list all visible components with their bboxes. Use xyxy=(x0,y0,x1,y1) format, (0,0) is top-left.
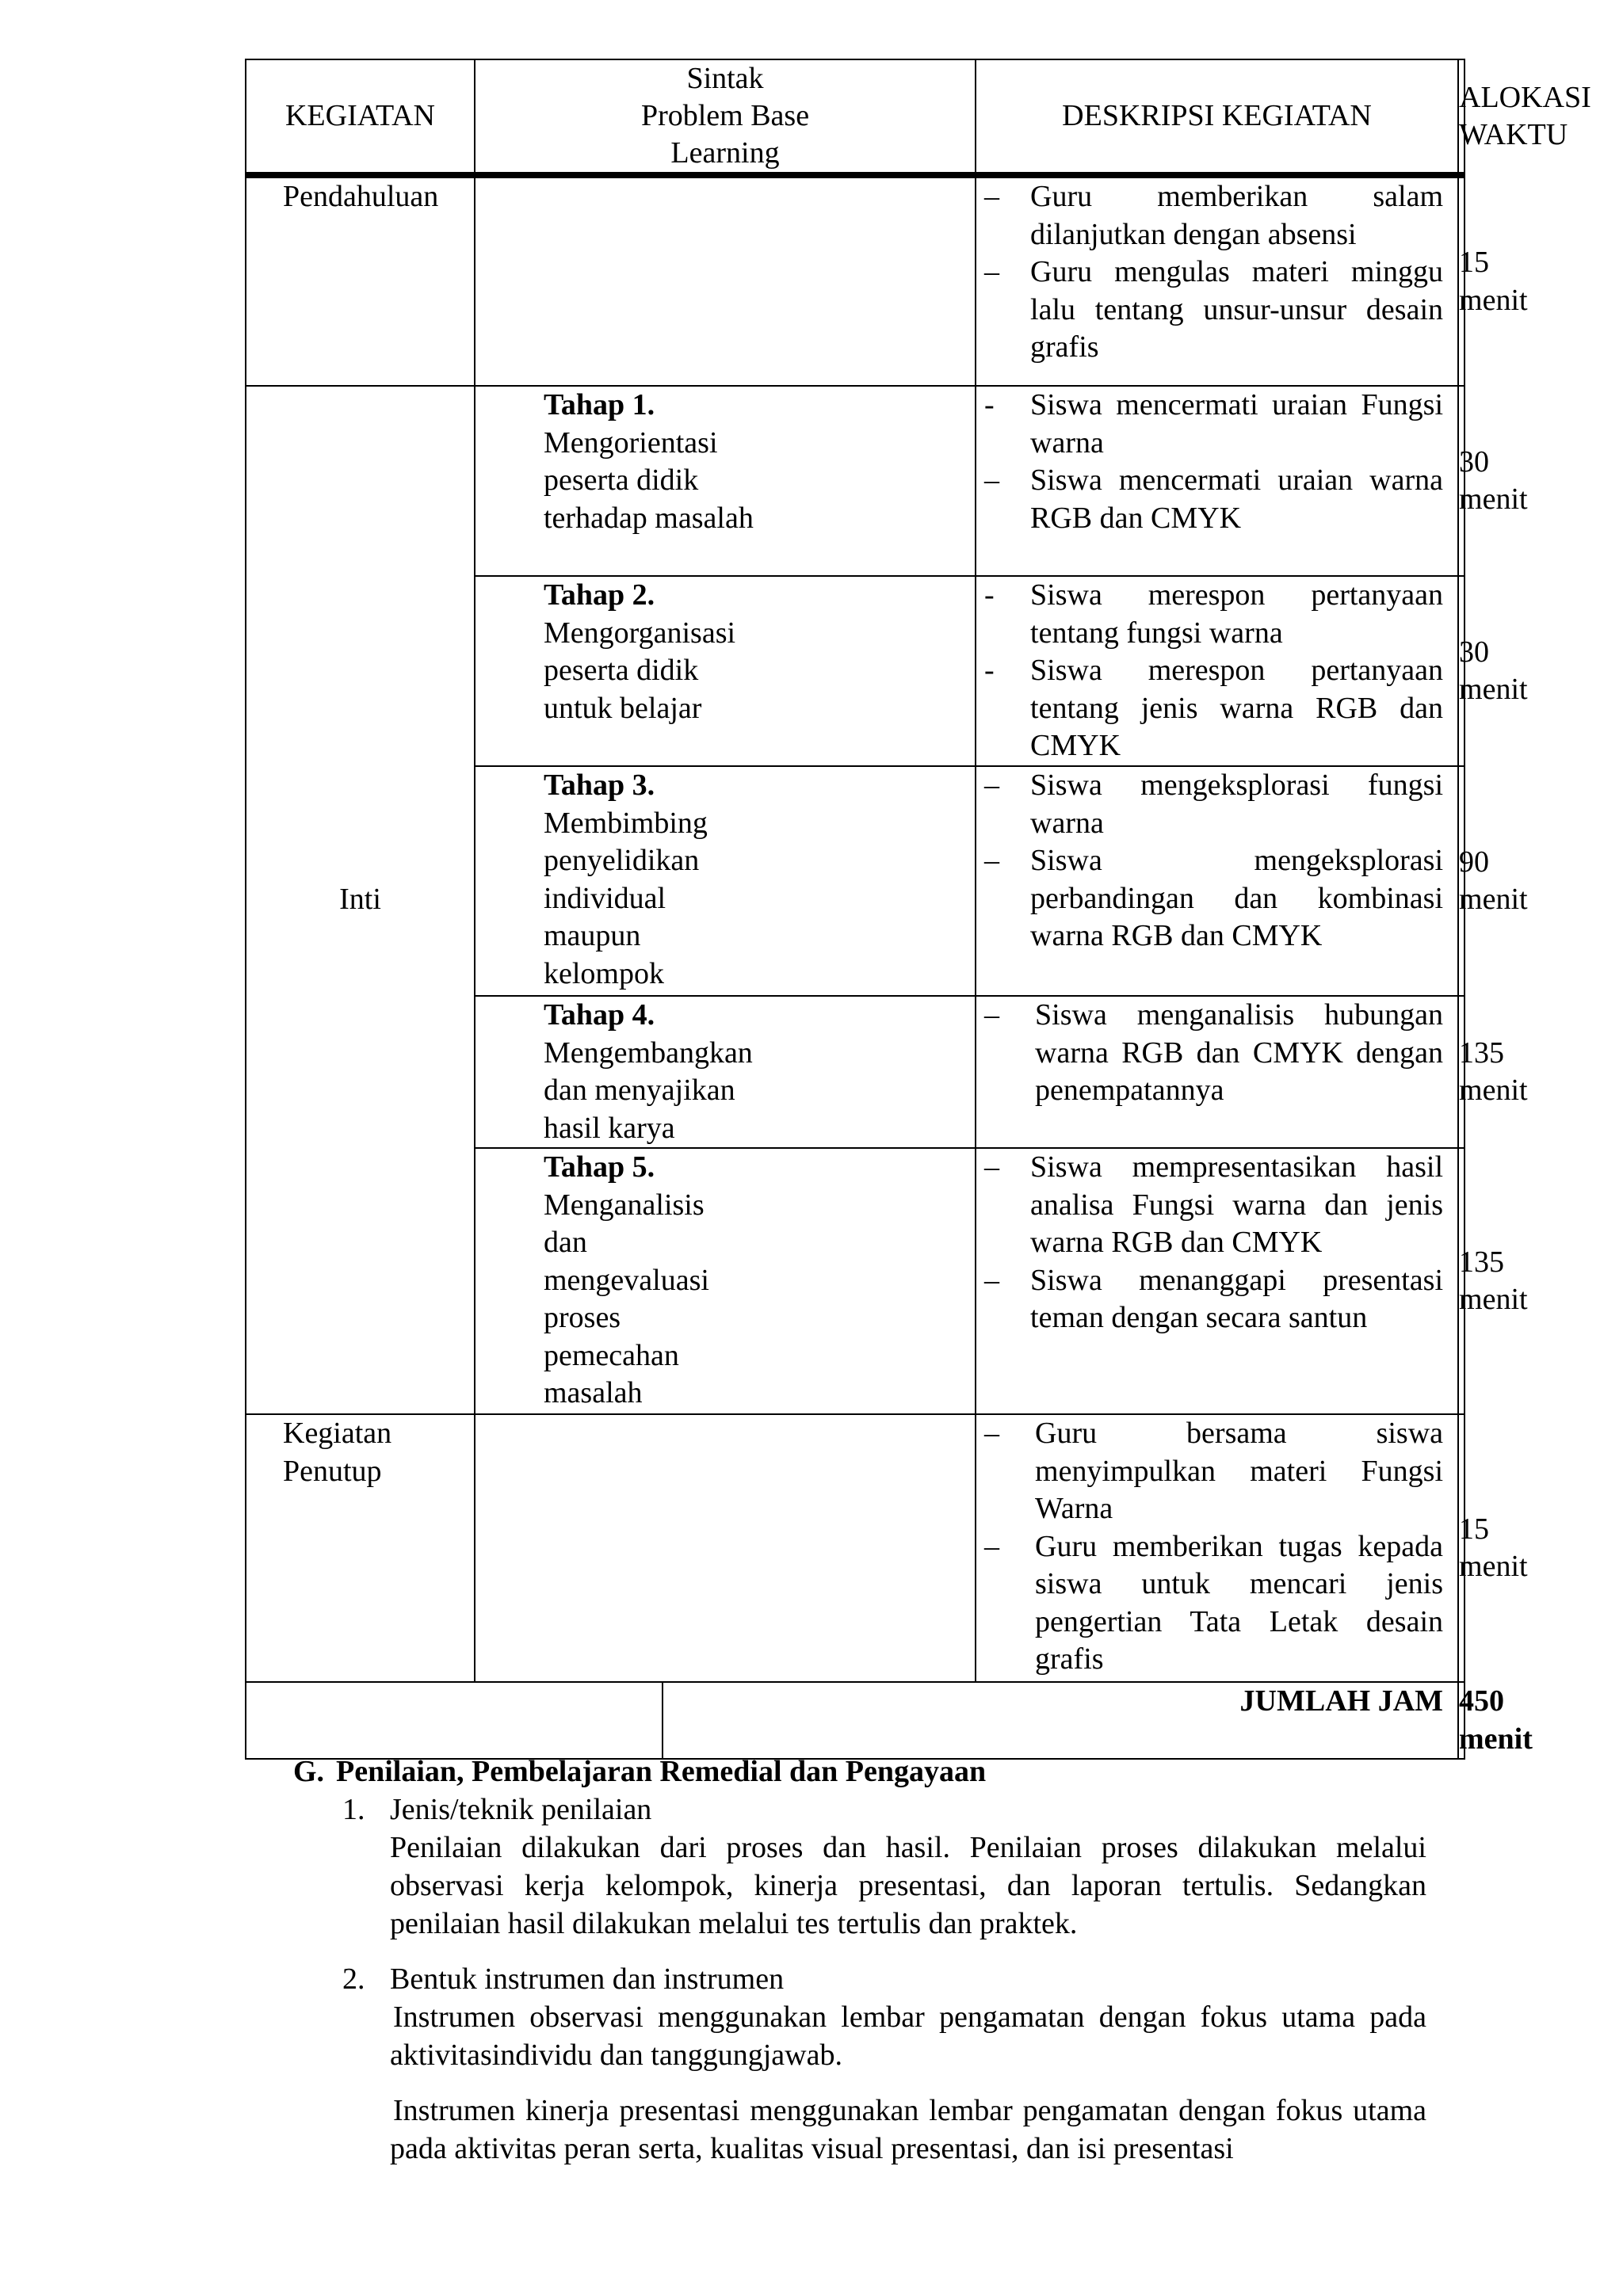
list-item: - Siswa merespon pertanyaan tentang jenis warna RGB dan CMYK xyxy=(984,654,1444,762)
deskripsi-tahap-2 xyxy=(976,576,1458,766)
list-item: – Guru mengulas materi minggu lalu tentang unsur-unsur desain grafis xyxy=(984,255,1444,364)
list-item: - Siswa mencermati uraian Fungsi warna xyxy=(984,388,1444,460)
list-item: – Guru bersama siswa menyimpulkan materi Fungsi Warna xyxy=(984,1417,1444,1525)
list-item: - Siswa merespon pertanyaan tentang fungsi warna xyxy=(984,578,1444,650)
jumlah-empty xyxy=(246,1682,663,1759)
table-row-tahap-1 xyxy=(246,386,1465,576)
paragraph: Instrumen observasi menggunakan lembar pengamatan dengan fokus utama pada aktivitasindividu dan tanggungjawab. xyxy=(390,2000,1426,2072)
header-sintak: Sintak Problem Base Learning xyxy=(475,59,976,175)
deskripsi-tahap-4 xyxy=(976,996,1458,1148)
list-item: – Siswa mempresentasikan hasil analisa Fungsi warna dan jenis warna RGB dan CMYK xyxy=(984,1150,1444,1259)
kegiatan-inti: Inti xyxy=(246,386,475,1414)
list-item: – Siswa mengeksplorasi perbandingan dan kombinasi warna RGB dan CMYK xyxy=(984,844,1444,952)
section-g-title: G. Penilaian, Pembelajaran Remedial dan Pengayaan xyxy=(293,1755,987,1788)
section-g xyxy=(293,1753,1426,2168)
sintak-empty xyxy=(475,1414,976,1682)
list-item: – Siswa menganalisis hubungan warna RGB dan CMYK dengan penempatannya xyxy=(984,998,1444,1107)
waktu-pendahuluan: 15 menit xyxy=(1458,175,1465,386)
deskripsi-tahap-5 xyxy=(976,1148,1458,1414)
paragraph: Penilaian dilakukan dari proses dan hasil. Penilaian proses dilakukan melalui observasi kerja kelompok, kinerja presentasi, dan laporan tertulis. Sedangkan penilaian hasil dilakukan melalui tes tertulis dan praktek. xyxy=(390,1831,1426,1940)
deskripsi-tahap-3 xyxy=(976,766,1458,996)
sintak-tahap-5: Tahap 5. Menganalisis dan mengevaluasi proses pemecahan masalah xyxy=(475,1148,976,1414)
kegiatan-pendahuluan: Pendahuluan xyxy=(246,175,475,386)
kegiatan-penutup: Kegiatan Penutup xyxy=(246,1414,475,1682)
waktu-tahap-3: 90 menit xyxy=(1458,766,1465,996)
sintak-tahap-2: Tahap 2. Mengorganisasi peserta didik untuk belajar xyxy=(475,576,976,766)
waktu-tahap-1: 30 menit xyxy=(1458,386,1465,576)
waktu-tahap-4: 135 menit xyxy=(1458,996,1465,1148)
deskripsi-pendahuluan xyxy=(976,175,1458,386)
table-row-penutup xyxy=(246,1414,1465,1682)
list-item: – Siswa mengeksplorasi fungsi warna xyxy=(984,769,1444,840)
table-row-pendahuluan xyxy=(246,175,1465,386)
waktu-tahap-2: 30 menit xyxy=(1458,576,1465,766)
header-kegiatan: KEGIATAN xyxy=(246,59,475,175)
header-deskripsi: DESKRIPSI KEGIATAN xyxy=(976,59,1458,175)
deskripsi-tahap-1 xyxy=(976,386,1458,576)
jumlah-label: JUMLAH JAM xyxy=(663,1682,1458,1759)
table-header-row xyxy=(246,59,1465,175)
sintak-empty xyxy=(475,175,976,386)
deskripsi-penutup xyxy=(976,1414,1458,1682)
sintak-tahap-4: Tahap 4. Mengembangkan dan menyajikan hasil karya xyxy=(475,996,976,1148)
table-row-jumlah xyxy=(246,1682,1465,1759)
sintak-tahap-3: Tahap 3. Membimbing penyelidikan individual maupun kelompok xyxy=(475,766,976,996)
list-item: – Guru memberikan salam dilanjutkan dengan absensi xyxy=(984,180,1444,251)
list-item: – Siswa mencermati uraian warna RGB dan CMYK xyxy=(984,463,1444,535)
list-item: 2. Bentuk instrumen dan instrumen xyxy=(342,1962,785,1996)
list-item: – Guru memberikan tugas kepada siswa untuk mencari jenis pengertian Tata Letak desain grafis xyxy=(984,1529,1444,1676)
list-item: – Siswa menanggapi presentasi teman dengan secara santun xyxy=(984,1263,1444,1334)
waktu-tahap-5: 135 menit xyxy=(1458,1148,1465,1414)
sintak-tahap-1: Tahap 1. Mengorientasi peserta didik terhadap masalah xyxy=(475,386,976,576)
header-alokasi: ALOKASI WAKTU xyxy=(1458,59,1465,175)
list-item: 1. Jenis/teknik penilaian xyxy=(342,1793,652,1826)
waktu-penutup: 15 menit xyxy=(1458,1414,1465,1682)
activity-table xyxy=(245,59,1591,1760)
paragraph: Instrumen kinerja presentasi menggunakan lembar pengamatan dengan fokus utama pada aktivitas peran serta, kualitas visual presentasi, dan isi presentasi xyxy=(390,2094,1426,2165)
jumlah-value: 450 menit xyxy=(1458,1682,1465,1759)
